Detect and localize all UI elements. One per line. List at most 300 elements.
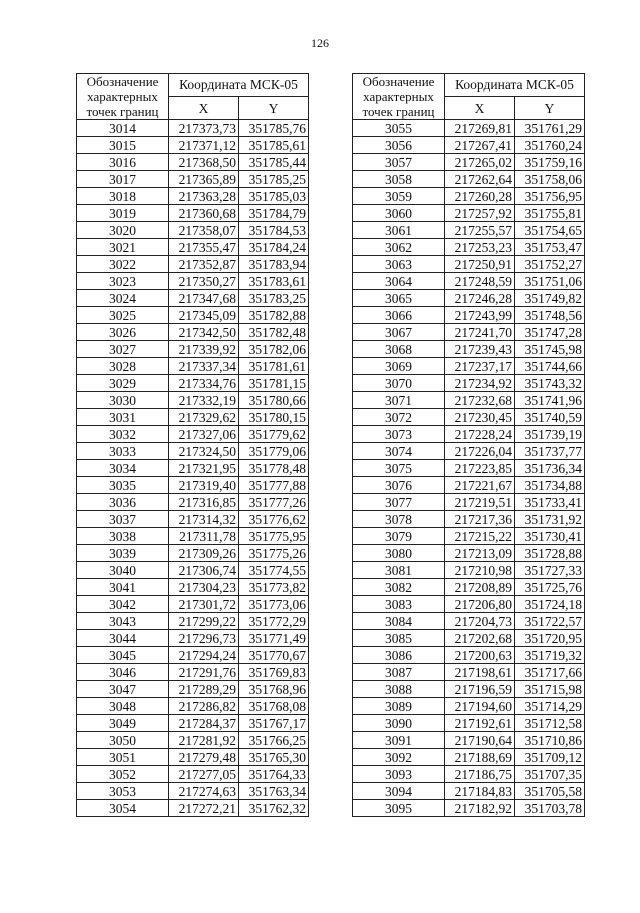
coord-y: 351715,98	[515, 681, 585, 698]
coord-x: 217355,47	[169, 239, 239, 256]
table-row	[77, 358, 309, 375]
coord-x: 217339,92	[169, 341, 239, 358]
point-id: 3053	[77, 783, 169, 800]
coord-y: 351744,66	[515, 358, 585, 375]
coord-y: 351784,53	[239, 222, 309, 239]
coord-y: 351769,83	[239, 664, 309, 681]
coord-y: 351760,24	[515, 137, 585, 154]
coord-y: 351724,18	[515, 596, 585, 613]
point-id: 3030	[77, 392, 169, 409]
point-id: 3069	[353, 358, 445, 375]
coord-x: 217226,04	[445, 443, 515, 460]
coord-y: 351768,08	[239, 698, 309, 715]
coord-x: 217260,28	[445, 188, 515, 205]
coord-x: 217215,22	[445, 528, 515, 545]
table-row	[353, 375, 585, 392]
coord-x: 217217,36	[445, 511, 515, 528]
point-id: 3043	[77, 613, 169, 630]
table-row	[77, 613, 309, 630]
coord-x: 217301,72	[169, 596, 239, 613]
coord-x: 217350,27	[169, 273, 239, 290]
table-row	[353, 307, 585, 324]
point-id: 3028	[77, 358, 169, 375]
coord-x: 217250,91	[445, 256, 515, 273]
header-x: X	[445, 97, 515, 120]
point-id: 3046	[77, 664, 169, 681]
coord-x: 217253,23	[445, 239, 515, 256]
point-id: 3079	[353, 528, 445, 545]
table-row	[353, 664, 585, 681]
coord-x: 217202,68	[445, 630, 515, 647]
point-id: 3083	[353, 596, 445, 613]
coord-y: 351772,29	[239, 613, 309, 630]
coord-y: 351773,06	[239, 596, 309, 613]
coord-x: 217332,19	[169, 392, 239, 409]
coord-y: 351707,35	[515, 766, 585, 783]
table-row	[353, 324, 585, 341]
point-id: 3094	[353, 783, 445, 800]
coord-x: 217345,09	[169, 307, 239, 324]
coord-y: 351759,16	[515, 154, 585, 171]
coord-y: 351777,26	[239, 494, 309, 511]
coord-y: 351767,17	[239, 715, 309, 732]
coord-x: 217352,87	[169, 256, 239, 273]
point-id: 3054	[77, 800, 169, 817]
coord-x: 217306,74	[169, 562, 239, 579]
table-row	[77, 732, 309, 749]
coord-y: 351717,66	[515, 664, 585, 681]
table-row	[77, 562, 309, 579]
point-id: 3092	[353, 749, 445, 766]
point-id: 3026	[77, 324, 169, 341]
point-id: 3084	[353, 613, 445, 630]
coord-x: 217309,26	[169, 545, 239, 562]
table-row	[353, 545, 585, 562]
coord-y: 351722,57	[515, 613, 585, 630]
coord-y: 351780,15	[239, 409, 309, 426]
point-id: 3056	[353, 137, 445, 154]
table-row	[353, 766, 585, 783]
coord-y: 351730,41	[515, 528, 585, 545]
coord-x: 217296,73	[169, 630, 239, 647]
point-id: 3024	[77, 290, 169, 307]
coord-x: 217239,43	[445, 341, 515, 358]
coord-y: 351733,41	[515, 494, 585, 511]
point-id: 3068	[353, 341, 445, 358]
coord-y: 351710,86	[515, 732, 585, 749]
table-row	[353, 783, 585, 800]
coord-x: 217342,50	[169, 324, 239, 341]
point-id: 3072	[353, 409, 445, 426]
table-row	[353, 562, 585, 579]
coord-x: 217329,62	[169, 409, 239, 426]
page-number: 126	[311, 36, 329, 50]
coord-y: 351743,32	[515, 375, 585, 392]
coord-x: 217311,78	[169, 528, 239, 545]
table-row	[77, 681, 309, 698]
coord-x: 217281,92	[169, 732, 239, 749]
coord-y: 351774,55	[239, 562, 309, 579]
coord-y: 351752,27	[515, 256, 585, 273]
coord-y: 351753,47	[515, 239, 585, 256]
coord-y: 351749,82	[515, 290, 585, 307]
coord-x: 217200,63	[445, 647, 515, 664]
point-id: 3051	[77, 749, 169, 766]
point-id: 3045	[77, 647, 169, 664]
point-id: 3080	[353, 545, 445, 562]
table-row	[77, 579, 309, 596]
table-row	[77, 273, 309, 290]
coord-y: 351785,25	[239, 171, 309, 188]
coord-x: 217246,28	[445, 290, 515, 307]
table-row	[77, 800, 309, 817]
coord-x: 217365,89	[169, 171, 239, 188]
coord-x: 217206,80	[445, 596, 515, 613]
point-id: 3091	[353, 732, 445, 749]
table-row	[77, 239, 309, 256]
point-id: 3017	[77, 171, 169, 188]
coord-y: 351782,88	[239, 307, 309, 324]
coord-y: 351783,61	[239, 273, 309, 290]
point-id: 3038	[77, 528, 169, 545]
point-id: 3050	[77, 732, 169, 749]
coord-x: 217371,12	[169, 137, 239, 154]
point-id: 3023	[77, 273, 169, 290]
coord-x: 217192,61	[445, 715, 515, 732]
coord-x: 217194,60	[445, 698, 515, 715]
table-row	[353, 120, 585, 137]
table-row	[77, 698, 309, 715]
coord-x: 217230,45	[445, 409, 515, 426]
coord-x: 217188,69	[445, 749, 515, 766]
table-row	[77, 511, 309, 528]
point-id: 3062	[353, 239, 445, 256]
coord-x: 217277,05	[169, 766, 239, 783]
coord-x: 217289,29	[169, 681, 239, 698]
coord-y: 351785,76	[239, 120, 309, 137]
coord-y: 351725,76	[515, 579, 585, 596]
coord-y: 351778,48	[239, 460, 309, 477]
table-row	[353, 460, 585, 477]
table-row	[77, 137, 309, 154]
coord-x: 217358,07	[169, 222, 239, 239]
header-y: Y	[239, 97, 309, 120]
point-id: 3032	[77, 426, 169, 443]
coord-y: 351714,29	[515, 698, 585, 715]
coord-x: 217257,92	[445, 205, 515, 222]
point-id: 3022	[77, 256, 169, 273]
table-row	[353, 171, 585, 188]
coord-y: 351758,06	[515, 171, 585, 188]
table-row	[353, 290, 585, 307]
coord-y: 351780,66	[239, 392, 309, 409]
coord-y: 351709,12	[515, 749, 585, 766]
table-row	[77, 205, 309, 222]
coord-y: 351777,88	[239, 477, 309, 494]
table-row	[353, 613, 585, 630]
table-row	[353, 409, 585, 426]
table-row	[353, 579, 585, 596]
point-id: 3025	[77, 307, 169, 324]
coord-x: 217265,02	[445, 154, 515, 171]
table-row	[77, 443, 309, 460]
table-row	[353, 477, 585, 494]
table-row	[353, 239, 585, 256]
coord-x: 217291,76	[169, 664, 239, 681]
table-row	[77, 715, 309, 732]
coord-y: 351765,30	[239, 749, 309, 766]
point-id: 3093	[353, 766, 445, 783]
header-point-label: Обозначение характерных точек границ	[77, 74, 169, 120]
table-row	[77, 596, 309, 613]
coord-x: 217360,68	[169, 205, 239, 222]
coord-x: 217321,95	[169, 460, 239, 477]
coord-x: 217232,68	[445, 392, 515, 409]
table-row	[77, 528, 309, 545]
coord-x: 217267,41	[445, 137, 515, 154]
table-row	[353, 749, 585, 766]
table-row	[77, 222, 309, 239]
coord-y: 351727,33	[515, 562, 585, 579]
header-point-label: Обозначение характерных точек границ	[353, 74, 445, 120]
coord-x: 217228,24	[445, 426, 515, 443]
coord-x: 217272,21	[169, 800, 239, 817]
coord-y: 351764,33	[239, 766, 309, 783]
coord-y: 351782,48	[239, 324, 309, 341]
coordinates-table-left	[76, 73, 309, 817]
coord-y: 351728,88	[515, 545, 585, 562]
coord-x: 217286,82	[169, 698, 239, 715]
table-row	[77, 545, 309, 562]
header-coordinate-label: Координата МСК-05	[445, 74, 585, 97]
coord-y: 351785,03	[239, 188, 309, 205]
header-x: X	[169, 97, 239, 120]
coord-x: 217190,64	[445, 732, 515, 749]
point-id: 3065	[353, 290, 445, 307]
coord-y: 351785,61	[239, 137, 309, 154]
coord-y: 351763,34	[239, 783, 309, 800]
table-row	[353, 511, 585, 528]
table-row	[77, 664, 309, 681]
coord-x: 217304,23	[169, 579, 239, 596]
coord-x: 217373,73	[169, 120, 239, 137]
coord-y: 351719,32	[515, 647, 585, 664]
table-row	[77, 375, 309, 392]
coord-x: 217262,64	[445, 171, 515, 188]
point-id: 3070	[353, 375, 445, 392]
coord-y: 351762,32	[239, 800, 309, 817]
point-id: 3041	[77, 579, 169, 596]
coord-y: 351761,29	[515, 120, 585, 137]
coord-x: 217213,09	[445, 545, 515, 562]
point-id: 3090	[353, 715, 445, 732]
table-row	[353, 256, 585, 273]
coord-y: 351783,94	[239, 256, 309, 273]
coord-x: 217241,70	[445, 324, 515, 341]
coord-x: 217274,63	[169, 783, 239, 800]
point-id: 3063	[353, 256, 445, 273]
point-id: 3095	[353, 800, 445, 817]
table-row	[353, 681, 585, 698]
table-row	[77, 324, 309, 341]
table-row	[77, 409, 309, 426]
coord-y: 351773,82	[239, 579, 309, 596]
point-id: 3037	[77, 511, 169, 528]
coord-y: 351703,78	[515, 800, 585, 817]
coord-y: 351783,25	[239, 290, 309, 307]
table-row	[353, 528, 585, 545]
point-id: 3073	[353, 426, 445, 443]
point-id: 3087	[353, 664, 445, 681]
coord-x: 217237,17	[445, 358, 515, 375]
coord-y: 351781,15	[239, 375, 309, 392]
coord-x: 217324,50	[169, 443, 239, 460]
coord-y: 351754,65	[515, 222, 585, 239]
table-row	[353, 341, 585, 358]
point-id: 3058	[353, 171, 445, 188]
point-id: 3059	[353, 188, 445, 205]
coord-x: 217294,24	[169, 647, 239, 664]
point-id: 3027	[77, 341, 169, 358]
point-id: 3034	[77, 460, 169, 477]
coord-x: 217221,67	[445, 477, 515, 494]
coord-x: 217363,28	[169, 188, 239, 205]
point-id: 3057	[353, 154, 445, 171]
coord-y: 351739,19	[515, 426, 585, 443]
point-id: 3015	[77, 137, 169, 154]
coord-y: 351712,58	[515, 715, 585, 732]
coord-y: 351736,34	[515, 460, 585, 477]
coord-y: 351737,77	[515, 443, 585, 460]
coord-x: 217284,37	[169, 715, 239, 732]
coord-y: 351775,95	[239, 528, 309, 545]
table-row	[353, 188, 585, 205]
point-id: 3020	[77, 222, 169, 239]
coord-x: 217255,57	[445, 222, 515, 239]
coord-x: 217269,81	[445, 120, 515, 137]
coord-y: 351781,61	[239, 358, 309, 375]
coord-y: 351779,62	[239, 426, 309, 443]
point-id: 3049	[77, 715, 169, 732]
coord-x: 217327,06	[169, 426, 239, 443]
coord-x: 217334,76	[169, 375, 239, 392]
table-row	[353, 426, 585, 443]
coord-x: 217223,85	[445, 460, 515, 477]
table-row	[77, 630, 309, 647]
coord-y: 351731,92	[515, 511, 585, 528]
point-id: 3044	[77, 630, 169, 647]
coord-x: 217210,98	[445, 562, 515, 579]
point-id: 3071	[353, 392, 445, 409]
coord-x: 217368,50	[169, 154, 239, 171]
header-coordinate-label: Координата МСК-05	[169, 74, 309, 97]
coord-x: 217219,51	[445, 494, 515, 511]
point-id: 3078	[353, 511, 445, 528]
coord-x: 217299,22	[169, 613, 239, 630]
coord-y: 351745,98	[515, 341, 585, 358]
table-row	[77, 171, 309, 188]
point-id: 3029	[77, 375, 169, 392]
table-row	[77, 460, 309, 477]
table-row	[353, 647, 585, 664]
table-row	[353, 205, 585, 222]
coord-x: 217243,99	[445, 307, 515, 324]
table-row	[77, 392, 309, 409]
coord-x: 217347,68	[169, 290, 239, 307]
coord-y: 351782,06	[239, 341, 309, 358]
point-id: 3042	[77, 596, 169, 613]
table-row	[77, 256, 309, 273]
table-row	[77, 477, 309, 494]
point-id: 3047	[77, 681, 169, 698]
table-row	[353, 715, 585, 732]
point-id: 3055	[353, 120, 445, 137]
table-row	[353, 222, 585, 239]
point-id: 3014	[77, 120, 169, 137]
point-id: 3074	[353, 443, 445, 460]
table-row	[77, 188, 309, 205]
coord-y: 351756,95	[515, 188, 585, 205]
coord-x: 217279,48	[169, 749, 239, 766]
coordinates-table-right	[352, 73, 585, 817]
point-id: 3085	[353, 630, 445, 647]
coord-x: 217186,75	[445, 766, 515, 783]
point-id: 3075	[353, 460, 445, 477]
table-row	[353, 392, 585, 409]
coord-x: 217184,83	[445, 783, 515, 800]
coord-x: 217316,85	[169, 494, 239, 511]
table-row	[353, 273, 585, 290]
coord-x: 217248,59	[445, 273, 515, 290]
coord-y: 351720,95	[515, 630, 585, 647]
coord-x: 217198,61	[445, 664, 515, 681]
table-row	[77, 749, 309, 766]
table-row	[77, 494, 309, 511]
point-id: 3033	[77, 443, 169, 460]
coord-x: 217196,59	[445, 681, 515, 698]
point-id: 3088	[353, 681, 445, 698]
coord-y: 351784,24	[239, 239, 309, 256]
point-id: 3067	[353, 324, 445, 341]
coord-x: 217337,34	[169, 358, 239, 375]
coord-x: 217182,92	[445, 800, 515, 817]
coord-y: 351766,25	[239, 732, 309, 749]
table-row	[77, 307, 309, 324]
coord-y: 351771,49	[239, 630, 309, 647]
coord-x: 217234,92	[445, 375, 515, 392]
coord-y: 351768,96	[239, 681, 309, 698]
coord-x: 217208,89	[445, 579, 515, 596]
table-row	[353, 358, 585, 375]
point-id: 3039	[77, 545, 169, 562]
point-id: 3018	[77, 188, 169, 205]
table-row	[353, 494, 585, 511]
point-id: 3066	[353, 307, 445, 324]
coord-y: 351748,56	[515, 307, 585, 324]
point-id: 3040	[77, 562, 169, 579]
table-row	[77, 341, 309, 358]
coord-y: 351776,62	[239, 511, 309, 528]
coord-y: 351779,06	[239, 443, 309, 460]
coord-x: 217204,73	[445, 613, 515, 630]
point-id: 3060	[353, 205, 445, 222]
point-id: 3016	[77, 154, 169, 171]
point-id: 3086	[353, 647, 445, 664]
coord-y: 351705,58	[515, 783, 585, 800]
coord-x: 217314,32	[169, 511, 239, 528]
point-id: 3076	[353, 477, 445, 494]
coord-y: 351741,96	[515, 392, 585, 409]
